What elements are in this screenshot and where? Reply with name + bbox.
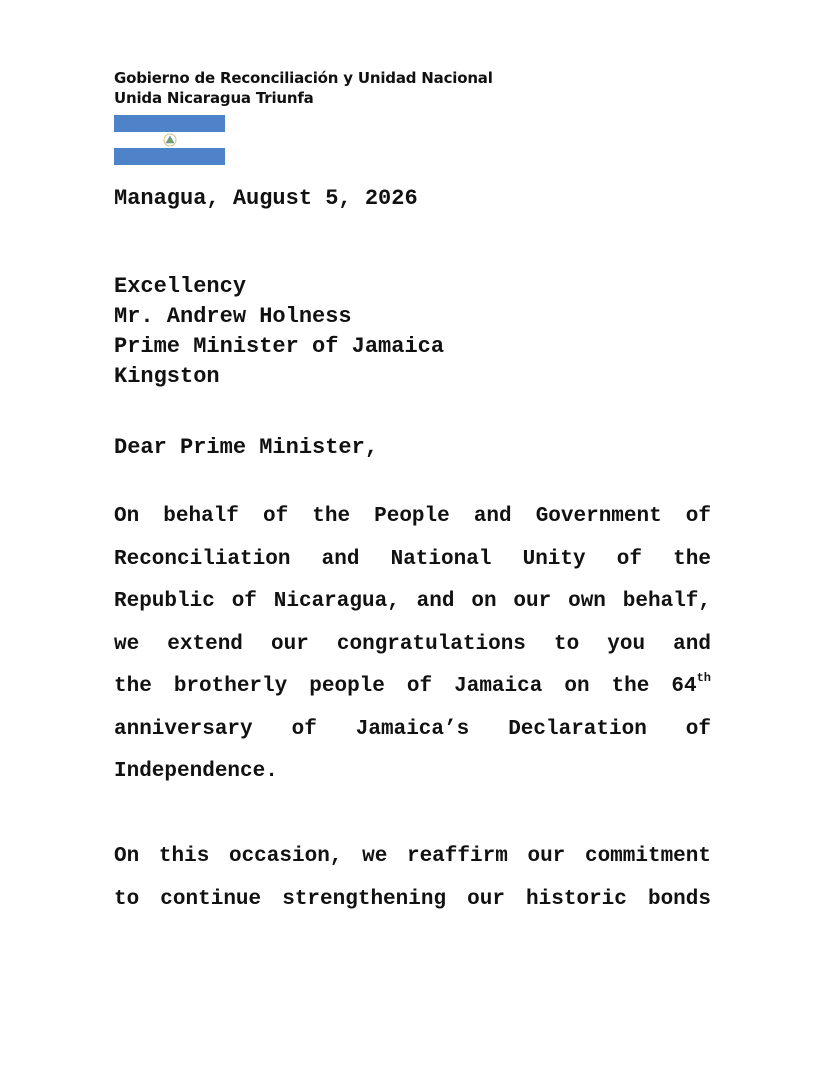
paragraph-line: Republic of Nicaragua, and on our own behalf,: [114, 590, 711, 613]
nicaragua-flag: [114, 115, 225, 165]
paragraph-line: anniversary of Jamaica’s Declaration of: [114, 717, 711, 741]
body-paragraph-1: [114, 496, 711, 794]
addressee-position: Prime Minister of Jamaica: [114, 334, 445, 359]
paragraph-line: Reconciliation and National Unity of the: [114, 547, 711, 571]
paragraph-line: Independence.: [114, 760, 278, 783]
addressee-name: Mr. Andrew Holness: [114, 304, 352, 329]
government-name: Gobierno de Reconciliación y Unidad Nacional: [114, 69, 493, 87]
letterhead: [114, 68, 493, 108]
paragraph-line-text: the brotherly people of Jamaica on the 64: [114, 675, 697, 698]
paragraph-line: [114, 666, 711, 709]
letter-date: Managua, August 5, 2026: [114, 186, 418, 211]
salutation: Dear Prime Minister,: [114, 435, 379, 460]
paragraph-line: we extend our congratulations to you and: [114, 632, 711, 656]
paragraph-line: On behalf of the People and Government of: [114, 505, 711, 528]
paragraph-line: On this occasion, we reaffirm our commitment: [114, 845, 711, 868]
flag-bottom-stripe: [114, 148, 225, 165]
paragraph-line: to continue strengthening our historic bonds: [114, 887, 711, 911]
government-slogan: Unida Nicaragua Triunfa: [114, 89, 314, 107]
addressee-title: Excellency: [114, 274, 247, 299]
addressee-city: Kingston: [114, 364, 220, 389]
body-paragraph-2: [114, 836, 711, 921]
flag-top-stripe: [114, 115, 225, 132]
addressee-block: [114, 272, 444, 392]
flag-emblem-icon: [163, 133, 177, 147]
ordinal-suffix: th: [696, 671, 711, 685]
